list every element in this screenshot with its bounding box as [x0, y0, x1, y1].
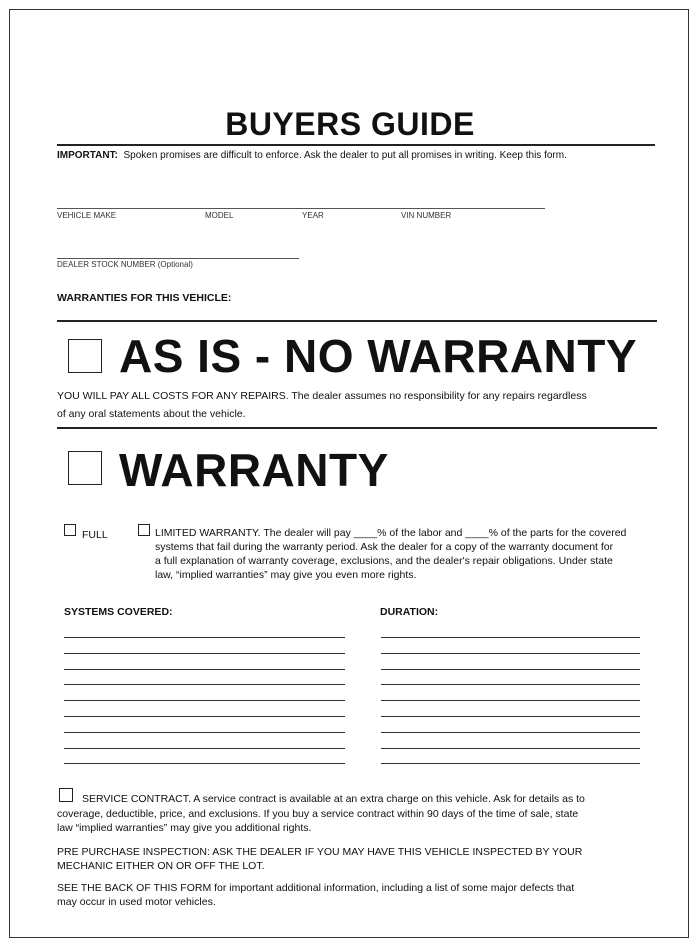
duration-write-line[interactable] [381, 684, 640, 685]
service-contract-line-2: coverage, deductible, price, and exclusions. If you buy a service contract within 90 days of the time of sale, state [57, 808, 579, 820]
duration-write-line[interactable] [381, 669, 640, 670]
stock-number-label: DEALER STOCK NUMBER (Optional) [57, 260, 193, 269]
duration-heading: DURATION: [380, 606, 439, 618]
as-is-heading: AS IS - NO WARRANTY [119, 330, 638, 382]
systems-write-line[interactable] [64, 637, 345, 638]
title-rule [57, 144, 655, 146]
systems-write-line[interactable] [64, 700, 345, 701]
limited-line-3: a full explanation of warranty coverage, exclusions, and the dealer's repair obligations. Under state [155, 555, 613, 567]
duration-write-line[interactable] [381, 700, 640, 701]
as-is-line-1: YOU WILL PAY ALL COSTS FOR ANY REPAIRS. The dealer assumes no responsibility for any repairs regardless [57, 390, 587, 402]
vehicle-make-label: VEHICLE MAKE [57, 211, 117, 220]
important-text: Spoken promises are difficult to enforce. Ask the dealer to put all promises in writing. Keep this form. [123, 150, 567, 161]
warranty-checkbox[interactable] [68, 451, 102, 485]
systems-write-line[interactable] [64, 716, 345, 717]
vin-label: VIN NUMBER [401, 211, 452, 220]
warranty-heading: WARRANTY [119, 444, 389, 496]
model-label: MODEL [205, 211, 234, 220]
full-warranty-checkbox[interactable] [64, 524, 76, 536]
duration-write-line[interactable] [381, 653, 640, 654]
see-back-text [57, 881, 574, 909]
limited-line-2: systems that fail during the warranty period. Ask the dealer for a copy of the warranty document for [155, 541, 614, 553]
pre-purchase-line-1: PRE PURCHASE INSPECTION: ASK THE DEALER IF YOU MAY HAVE THIS VEHICLE INSPECTED BY YOUR [57, 846, 583, 858]
systems-write-line[interactable] [64, 653, 345, 654]
as-is-top-rule [57, 320, 657, 322]
warranty-top-rule [57, 427, 657, 429]
service-contract-line-1: SERVICE CONTRACT. A service contract is available at an extra charge on this vehicle. Ask for details as to [82, 793, 585, 805]
systems-write-line[interactable] [64, 684, 345, 685]
systems-write-line[interactable] [64, 763, 345, 764]
duration-write-line[interactable] [381, 716, 640, 717]
limited-line-4: law, “implied warranties” may give you even more rights. [155, 569, 417, 581]
see-back-line-1: SEE THE BACK OF THIS FORM for important additional information, including a list of some major defects that [57, 882, 575, 894]
warranties-heading: WARRANTIES FOR THIS VEHICLE: [57, 292, 232, 304]
duration-write-line[interactable] [381, 637, 640, 638]
important-label: IMPORTANT: [57, 150, 118, 161]
limited-warranty-text [155, 526, 626, 582]
important-notice [57, 150, 567, 161]
systems-covered-heading: SYSTEMS COVERED: [64, 606, 173, 618]
systems-write-line[interactable] [64, 669, 345, 670]
full-warranty-label: FULL [82, 529, 108, 541]
limited-line-1: LIMITED WARRANTY. The dealer will pay ____% of the labor and ____% of the parts for the covered [155, 527, 627, 539]
limited-warranty-checkbox[interactable] [138, 524, 150, 536]
vehicle-info-line[interactable] [57, 208, 545, 209]
service-contract-line-3: law “implied warranties” may give you additional rights. [57, 822, 312, 834]
service-contract-checkbox[interactable] [59, 788, 73, 802]
as-is-checkbox[interactable] [68, 339, 102, 373]
systems-write-line[interactable] [64, 748, 345, 749]
systems-write-line[interactable] [64, 732, 345, 733]
page-title: BUYERS GUIDE [225, 106, 475, 142]
pre-purchase-text [57, 845, 582, 873]
duration-write-line[interactable] [381, 732, 640, 733]
duration-write-line[interactable] [381, 763, 640, 764]
see-back-line-2: may occur in used motor vehicles. [57, 896, 216, 908]
as-is-line-2: of any oral statements about the vehicle. [57, 408, 246, 420]
year-label: YEAR [302, 211, 324, 220]
stock-number-line[interactable] [57, 258, 299, 259]
pre-purchase-line-2: MECHANIC EITHER ON OR OFF THE LOT. [57, 860, 265, 872]
duration-write-line[interactable] [381, 748, 640, 749]
